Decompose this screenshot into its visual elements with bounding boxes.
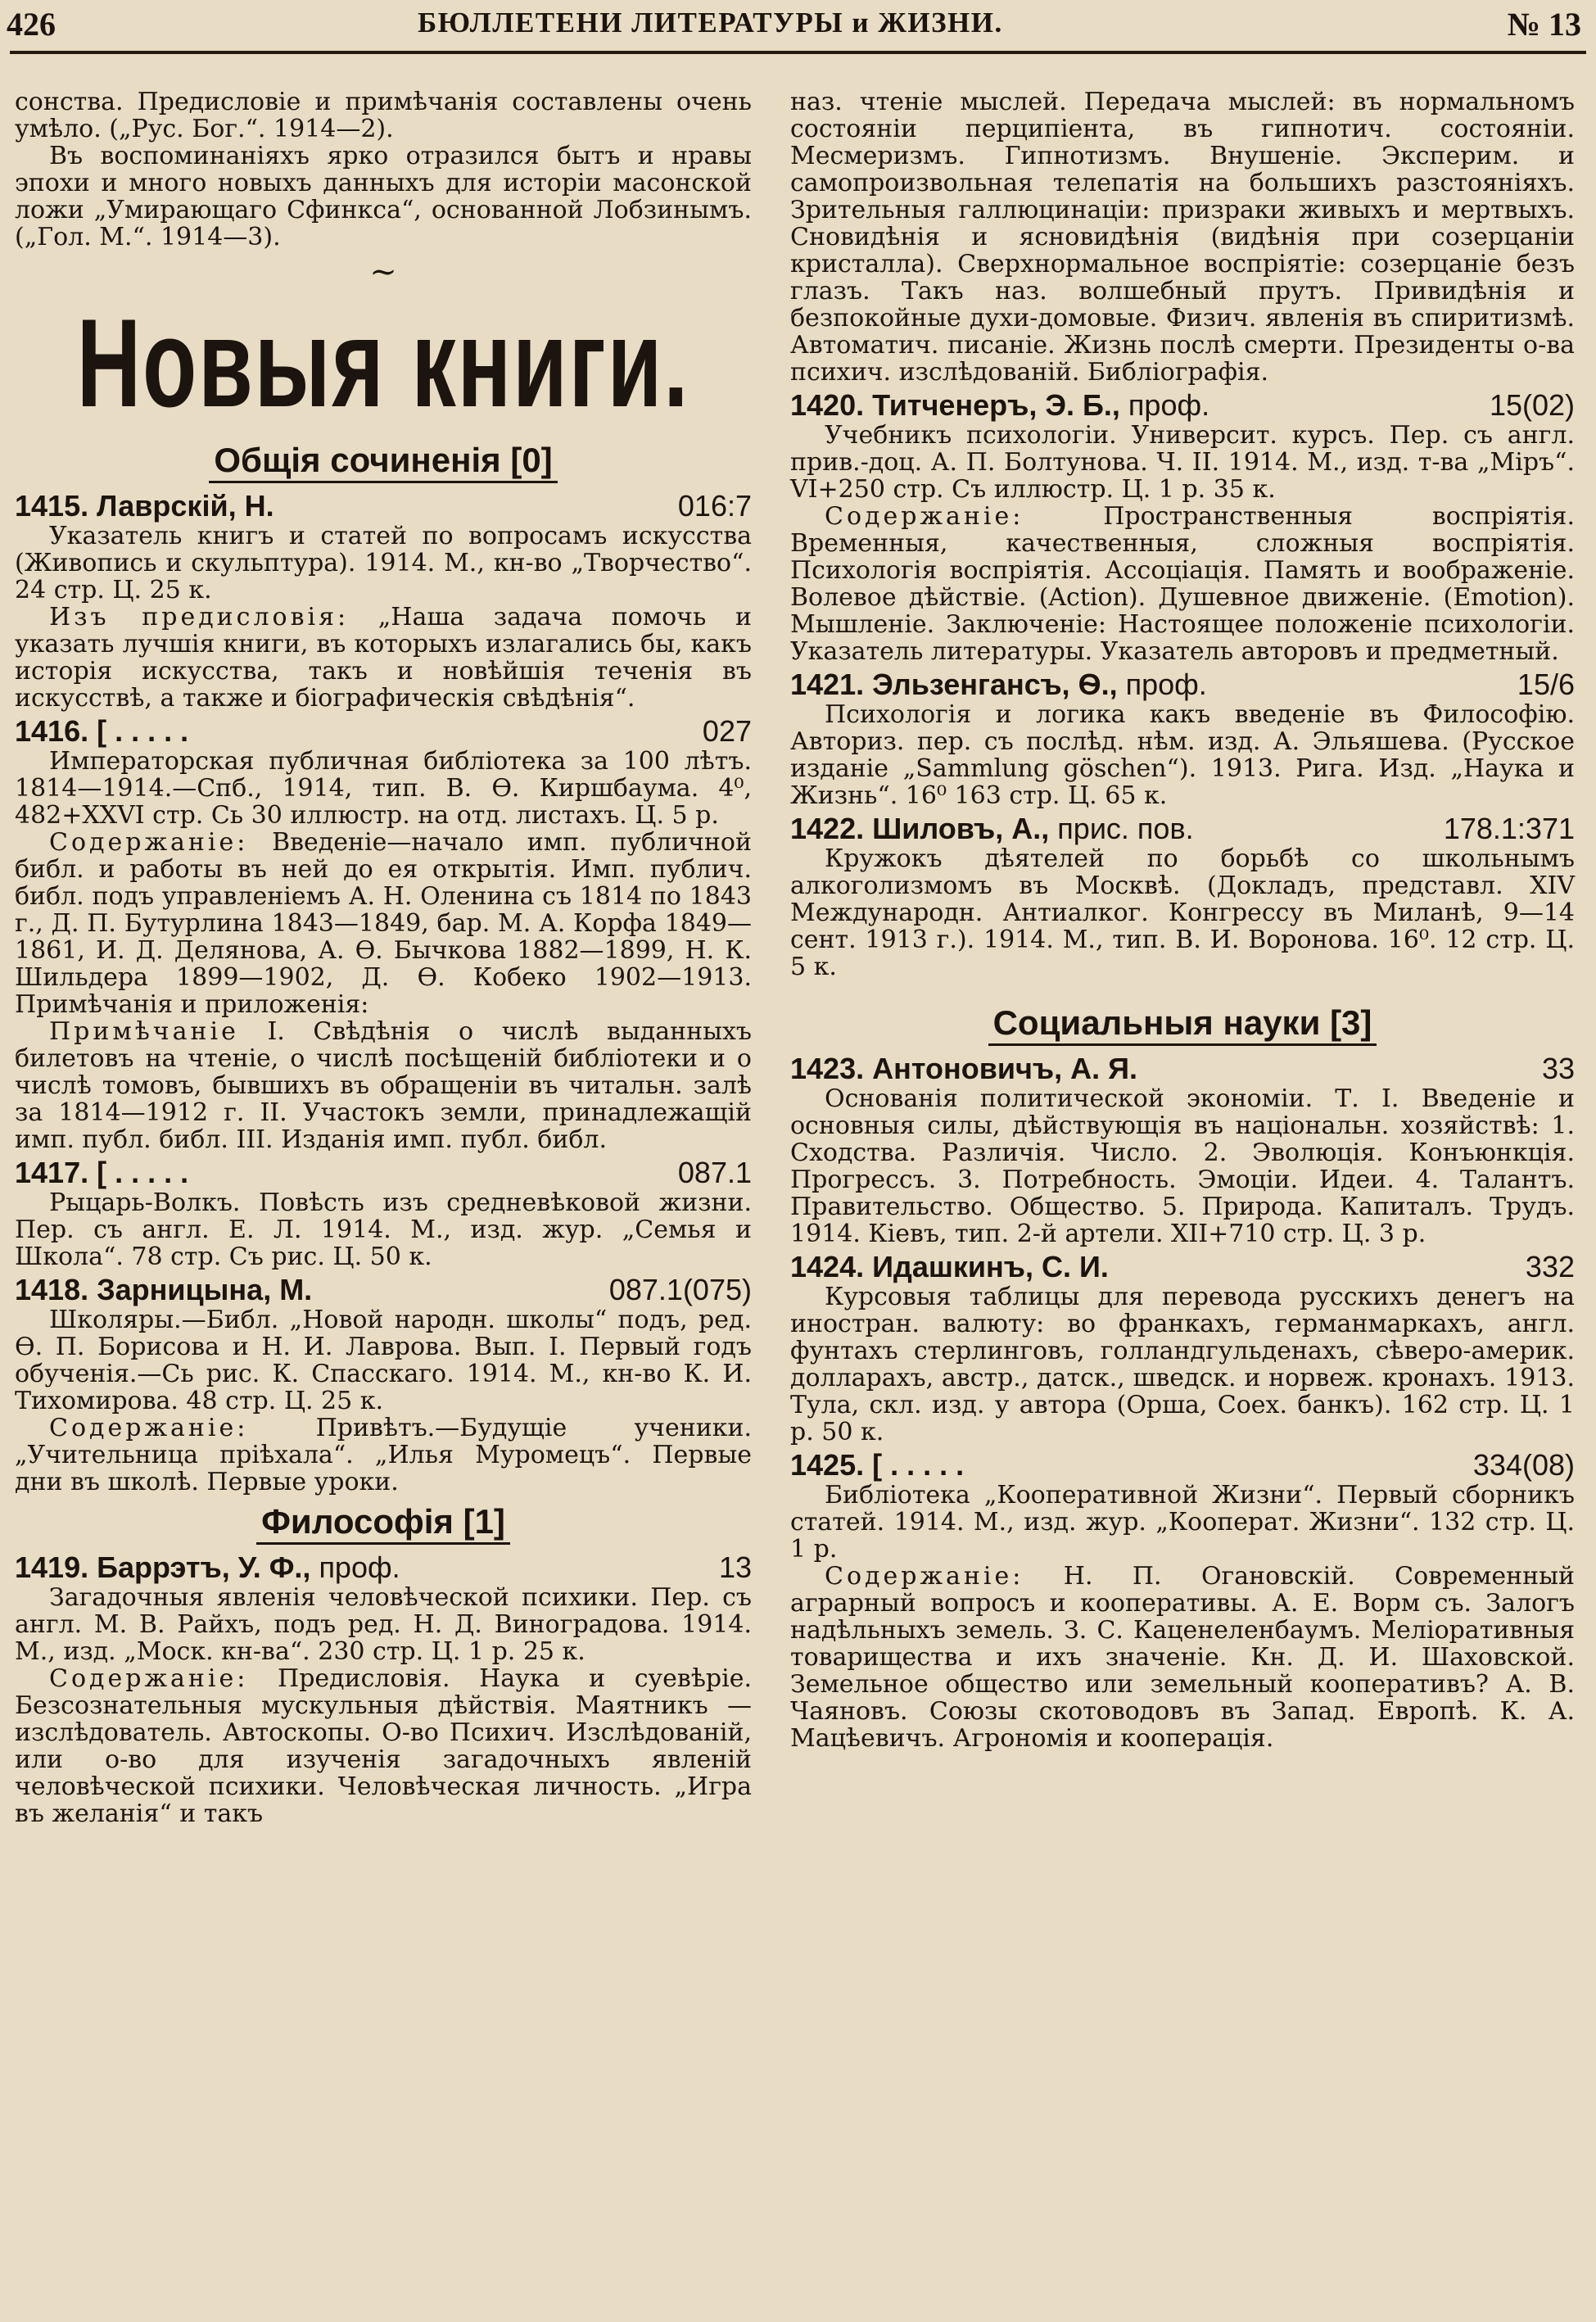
classification-code: 087.1 — [677, 1156, 752, 1189]
book-entry — [790, 1449, 1575, 1752]
classification-code: 087.1(075) — [608, 1273, 752, 1306]
book-entry — [15, 1274, 752, 1496]
book-entry — [15, 715, 752, 1153]
entry-author: Эльзенгансъ, Ѳ., — [872, 668, 1118, 701]
right-column — [790, 88, 1575, 1752]
classification-code: 33 — [1541, 1052, 1575, 1085]
entry-number: 1418. — [15, 1273, 89, 1306]
entry-note: „Наша задача помочь и указать лучшія книги, въ которыхъ излагались бы, какъ исторія искусства, такъ и новѣйшія теченія въ искусствѣ, а также и біографическія свѣдѣнія“. — [15, 603, 752, 713]
contents-label: Содержаніе: — [49, 1414, 249, 1442]
section-title: Социальныя науки [3] — [988, 1003, 1377, 1046]
entry-author: Баррэтъ, У. Ф., — [97, 1550, 311, 1584]
entry-header — [15, 490, 752, 523]
entry-author: Идашкинъ, С. И. — [872, 1250, 1109, 1283]
entry-number: 1421. — [790, 668, 865, 701]
entry-author: Титченеръ, Э. Б., — [872, 388, 1120, 422]
entry-author: [ . . . . . — [97, 714, 189, 748]
author-title: проф. — [1119, 388, 1210, 422]
page-number: 426 — [7, 6, 56, 43]
entry-description: Кружокъ дѣятелей по борьбѣ со школьнымъ алкоголизмомъ въ Москвѣ. (Докладъ, представл. XIV Международн. Антиалког. Конгрессу въ Миланѣ, 9—14 сент. 1913 г.). 1914. М., тип. В. И. Воронова. 16⁰. 12 стр. Ц. 5 к. — [790, 844, 1575, 981]
author-title: проф. — [1117, 668, 1207, 701]
ornament-divider: ~ — [369, 253, 397, 291]
book-entry — [15, 1551, 752, 1827]
entry-description: Загадочныя явленія человѣческой психики. Пер. съ англ. М. В. Райхъ, подъ ред. Н. Д. Виноградова. 1914. М., изд. „Моск. кн-ва“. 230 стр. Ц. 1 р. 25 к. — [15, 1583, 752, 1666]
contents-label: Содержаніе: — [49, 828, 249, 857]
entry-contents: Предисловія. Наука и суевѣріе. Безсознательныя мускульныя дѣйствія. Маятникъ — изслѣдователь. Автоскопы. О-во Психич. Изслѣдованій, или о-во для изученія загадочныхъ явленій человѣческой психики. Человѣческая личность. „Игра въ желанія“ и такъ — [15, 1664, 752, 1828]
book-entry — [790, 389, 1575, 665]
entry-description: Школяры.—Библ. „Новой народн. школы“ подъ, ред. Ѳ. П. Борисова и Н. И. Лаврова. Вып. I. Первый годъ обученія.—Сь рис. К. Спасскаго. 1914. М., кн-во К. И. Тихомирова. 48 стр. Ц. 25 к. — [15, 1306, 752, 1415]
contents-label: Содержаніе: — [825, 1562, 1024, 1591]
entry-author: Зарницына, М. — [97, 1273, 313, 1306]
entry-number: 1419. — [15, 1550, 89, 1584]
header-rule — [10, 51, 1586, 54]
entry-header — [790, 668, 1575, 701]
section-title: Общія сочиненія [0] — [209, 441, 557, 483]
author-title: прис. пов. — [1049, 812, 1194, 845]
intro-paragraph: сонства. Предисловіе и примѣчанія составлены очень умѣло. („Рус. Бог.“. 1914—2). — [15, 88, 752, 143]
classification-code: 332 — [1525, 1250, 1575, 1283]
book-entry — [15, 1156, 752, 1270]
appendix-label: Примѣчаніе — [49, 1017, 239, 1046]
entry-author: Антоновичъ, А. Я. — [872, 1052, 1138, 1085]
section-heading — [15, 439, 752, 482]
entry-description: Указатель книгъ и статей по вопросамъ искусства (Живопись и скульптура). 1914. М., кн-во „Творчество“. 24 стр. Ц. 25 к. — [15, 522, 752, 604]
book-entry — [790, 1251, 1575, 1446]
entry-appendix: I. Свѣдѣнія о числѣ выданныхъ билетовъ на чтеніе, о числѣ посѣщеній библіотеки и о числѣ томовъ, бывшихъ въ обращеніи въ читальн. залѣ за 1814—1912 г. II. Участокъ земли, принадлежащій имп. публ. библ. III. Изданія имп. публ. библ. — [15, 1017, 752, 1154]
entry-number: 1416. — [15, 714, 89, 748]
entry-author: [ . . . . . — [97, 1156, 189, 1189]
entry-description: Психологія и логика какъ введеніе въ Философію. Авториз. пер. съ послѣд. нѣм. изд. А. Эльяшева. (Русское изданіе „Sammlung göschen“). 1913. Рига. Изд. „Наука и Жизнь“. 16⁰ 163 стр. Ц. 65 к. — [790, 700, 1575, 810]
entry-description: Императорская публичная библіотека за 100 лѣтъ. 1814—1914.—Спб., 1914, тип. В. Ѳ. Киршбаума. 4⁰, 482+XXVI стр. Сь 30 иллюстр. на отд. листахъ. Ц. 5 р. — [15, 747, 752, 830]
book-entry — [790, 812, 1575, 980]
journal-title: БЮЛЛЕТЕНИ ЛИТЕРАТУРЫ и ЖИЗНИ. — [418, 7, 1003, 38]
entry-header — [15, 715, 752, 748]
entry-number: 1417. — [15, 1156, 89, 1189]
section-title: Философія [1] — [256, 1502, 510, 1545]
contents-label: Содержаніе: — [49, 1664, 249, 1693]
issue-number: № 13 — [1507, 6, 1581, 43]
contents-label: Содержаніе: — [825, 502, 1024, 531]
entry-header — [15, 1156, 752, 1189]
classification-code: 15(02) — [1489, 388, 1575, 422]
book-entry — [15, 490, 752, 712]
intro-paragraph: Въ воспоминаніяхъ ярко отразился бытъ и нравы эпохи и много новыхъ данныхъ для исторіи масонской ложи „Умирающаго Сфинкса“, основанной Лобзинымъ. („Гол. М.“. 1914—3). — [15, 142, 752, 251]
entry-header — [15, 1274, 752, 1306]
note-label: Изъ предисловія: — [49, 603, 350, 631]
entry-author: Шиловъ, А., — [872, 812, 1050, 845]
continued-contents: наз. чтеніе мыслей. Передача мыслей: въ нормальномъ состояніи перципіента, въ гипнотич. состояніи. Месмеризмъ. Гипнотизмъ. Внушеніе. Эксперим. и самопроизвольная телепатія на большихъ разстояніяхъ. Зрительныя галлюцинаціи: призраки живыхъ и мертвыхъ. Сновидѣнія и ясновидѣнія (видѣнія при созерцаніи кристалла). Сверхнормальное воспріятіе: созерцаніе безъ глазъ. Такъ наз. волшебный прутъ. Привидѣнія и безпокойные духи-домовые. Физич. явленія въ спиритизмѣ. Автоматич. писаніе. Жизнь послѣ смерти. Президенты о-ва психич. изслѣдованій. Библіографія. — [790, 88, 1575, 387]
entry-contents: Н. П. Огановскій. Современный аграрный вопросъ и кооперативы. А. Е. Ворм съ. Залогъ надѣльныхъ земель. З. С. Каценеленбаумъ. Меліоративныя товарищества и ихъ значеніе. Кн. Д. И. Шаховской. Земельное общество или земельный кооперативъ? А. В. Чаяновъ. Союзы скотоводовъ въ Запад. Европѣ. К. А. Мацѣевичъ. Агрономія и кооперація. — [790, 1562, 1575, 1753]
entry-header — [790, 1052, 1575, 1085]
entry-header — [790, 389, 1575, 422]
section-heading — [790, 1002, 1575, 1044]
entry-description: Курсовыя таблицы для перевода русскихъ денегъ на иностран. валюту: во франкахъ, германмаркахъ, англ. фунтахъ стерлинговъ, голландгульденахъ, сѣверо-америк. долларахъ, австр., датск., шведск. и норвеж. кронахъ. 1913. Тула, скл. изд. у автора (Орша, Соех. банкъ). 162 стр. Ц. 1 р. 50 к. — [790, 1283, 1575, 1446]
section-heading — [15, 1500, 752, 1543]
entry-author: [ . . . . . — [872, 1448, 965, 1482]
entry-header — [790, 1449, 1575, 1482]
running-head — [0, 3, 1596, 49]
entry-number: 1424. — [790, 1250, 865, 1283]
page-title: Новыя книги. — [76, 293, 690, 434]
entry-number: 1423. — [790, 1052, 865, 1085]
entry-number: 1420. — [790, 388, 865, 422]
entry-description: Библіотека „Кооперативной Жизни“. Первый сборникъ статей. 1914. М., изд. жур. „Кооперат. Жизни“. 132 стр. Ц. 1 р. — [790, 1481, 1575, 1564]
entry-number: 1415. — [15, 489, 89, 523]
entry-header — [790, 812, 1575, 845]
book-entry — [790, 1052, 1575, 1247]
book-entry — [790, 668, 1575, 809]
classification-code: 178.1:371 — [1443, 812, 1575, 845]
entry-contents: Пространственныя воспріятія. Временныя, качественныя, сложныя воспріятія. Психологія воспріятія. Ассоціація. Память и воображеніе. Волевое дѣйствіе. (Action). Душевное движеніе. (Emotion). Мышленіе. Заключеніе: Настоящее положеніе психологіи. Указатель литературы. Указатель авторовъ и предметный. — [790, 502, 1575, 666]
entry-number: 1425. — [790, 1448, 865, 1482]
classification-code: 13 — [718, 1550, 752, 1584]
entry-author: Лаврскій, Н. — [97, 489, 274, 523]
entry-contents: Введеніе—начало имп. публичной библ. и работы въ ней до ея открытія. Имп. публич. библ. подъ управленіемъ А. Н. Оленина съ 1814 по 1843 г., Д. П. Бутурлина 1843—1849, бар. М. А. Корфа 1849—1861, И. Д. Делянова, А. Ѳ. Бычкова 1882—1899, Н. К. Шильдера 1899—1902, Д. Ѳ. Кобеко 1902—1913. Примѣчанія и приложенія: — [15, 828, 752, 1019]
entry-number: 1422. — [790, 812, 865, 845]
entry-description: Учебникъ психологіи. Университ. курсъ. Пер. съ англ. прив.-доц. А. П. Болтунова. Ч. II. 1914. М., изд. т-ва „Міръ“. VI+250 стр. Съ иллюстр. Ц. 1 р. 35 к. — [790, 421, 1575, 504]
classification-code: 334(08) — [1472, 1448, 1575, 1482]
left-column — [15, 88, 752, 1827]
entry-header — [15, 1551, 752, 1584]
classification-code: 027 — [702, 714, 752, 748]
entry-description: Рыцарь-Волкъ. Повѣсть изъ средневѣковой жизни. Пер. съ англ. Е. Л. 1914. М., изд. жур. „Семья и Школа“. 78 стр. Съ рис. Ц. 50 к. — [15, 1188, 752, 1271]
entry-contents: Привѣтъ.—Будущіе ученики. „Учительница пріѣхала“. „Илья Муромецъ“. Первые дни въ школѣ. Первые уроки. — [15, 1414, 752, 1496]
author-title: проф. — [310, 1550, 400, 1584]
classification-code: 15/6 — [1517, 668, 1575, 701]
classification-code: 016:7 — [677, 489, 752, 523]
entry-description: Основанія политической экономіи. Т. I. Введеніе и основныя силы, дѣйствующія въ національн. хозяйствѣ: 1. Сходства. Различія. Число. 2. Эволюція. Конъюнкція. Прогрессъ. 3. Потребность. Эмоціи. Идеи. 4. Талантъ. Правительство. Общество. 5. Природа. Капиталъ. Трудъ. 1914. Кіевъ, тип. 2-й артели. XII+710 стр. Ц. 3 р. — [790, 1084, 1575, 1248]
entry-header — [790, 1251, 1575, 1283]
